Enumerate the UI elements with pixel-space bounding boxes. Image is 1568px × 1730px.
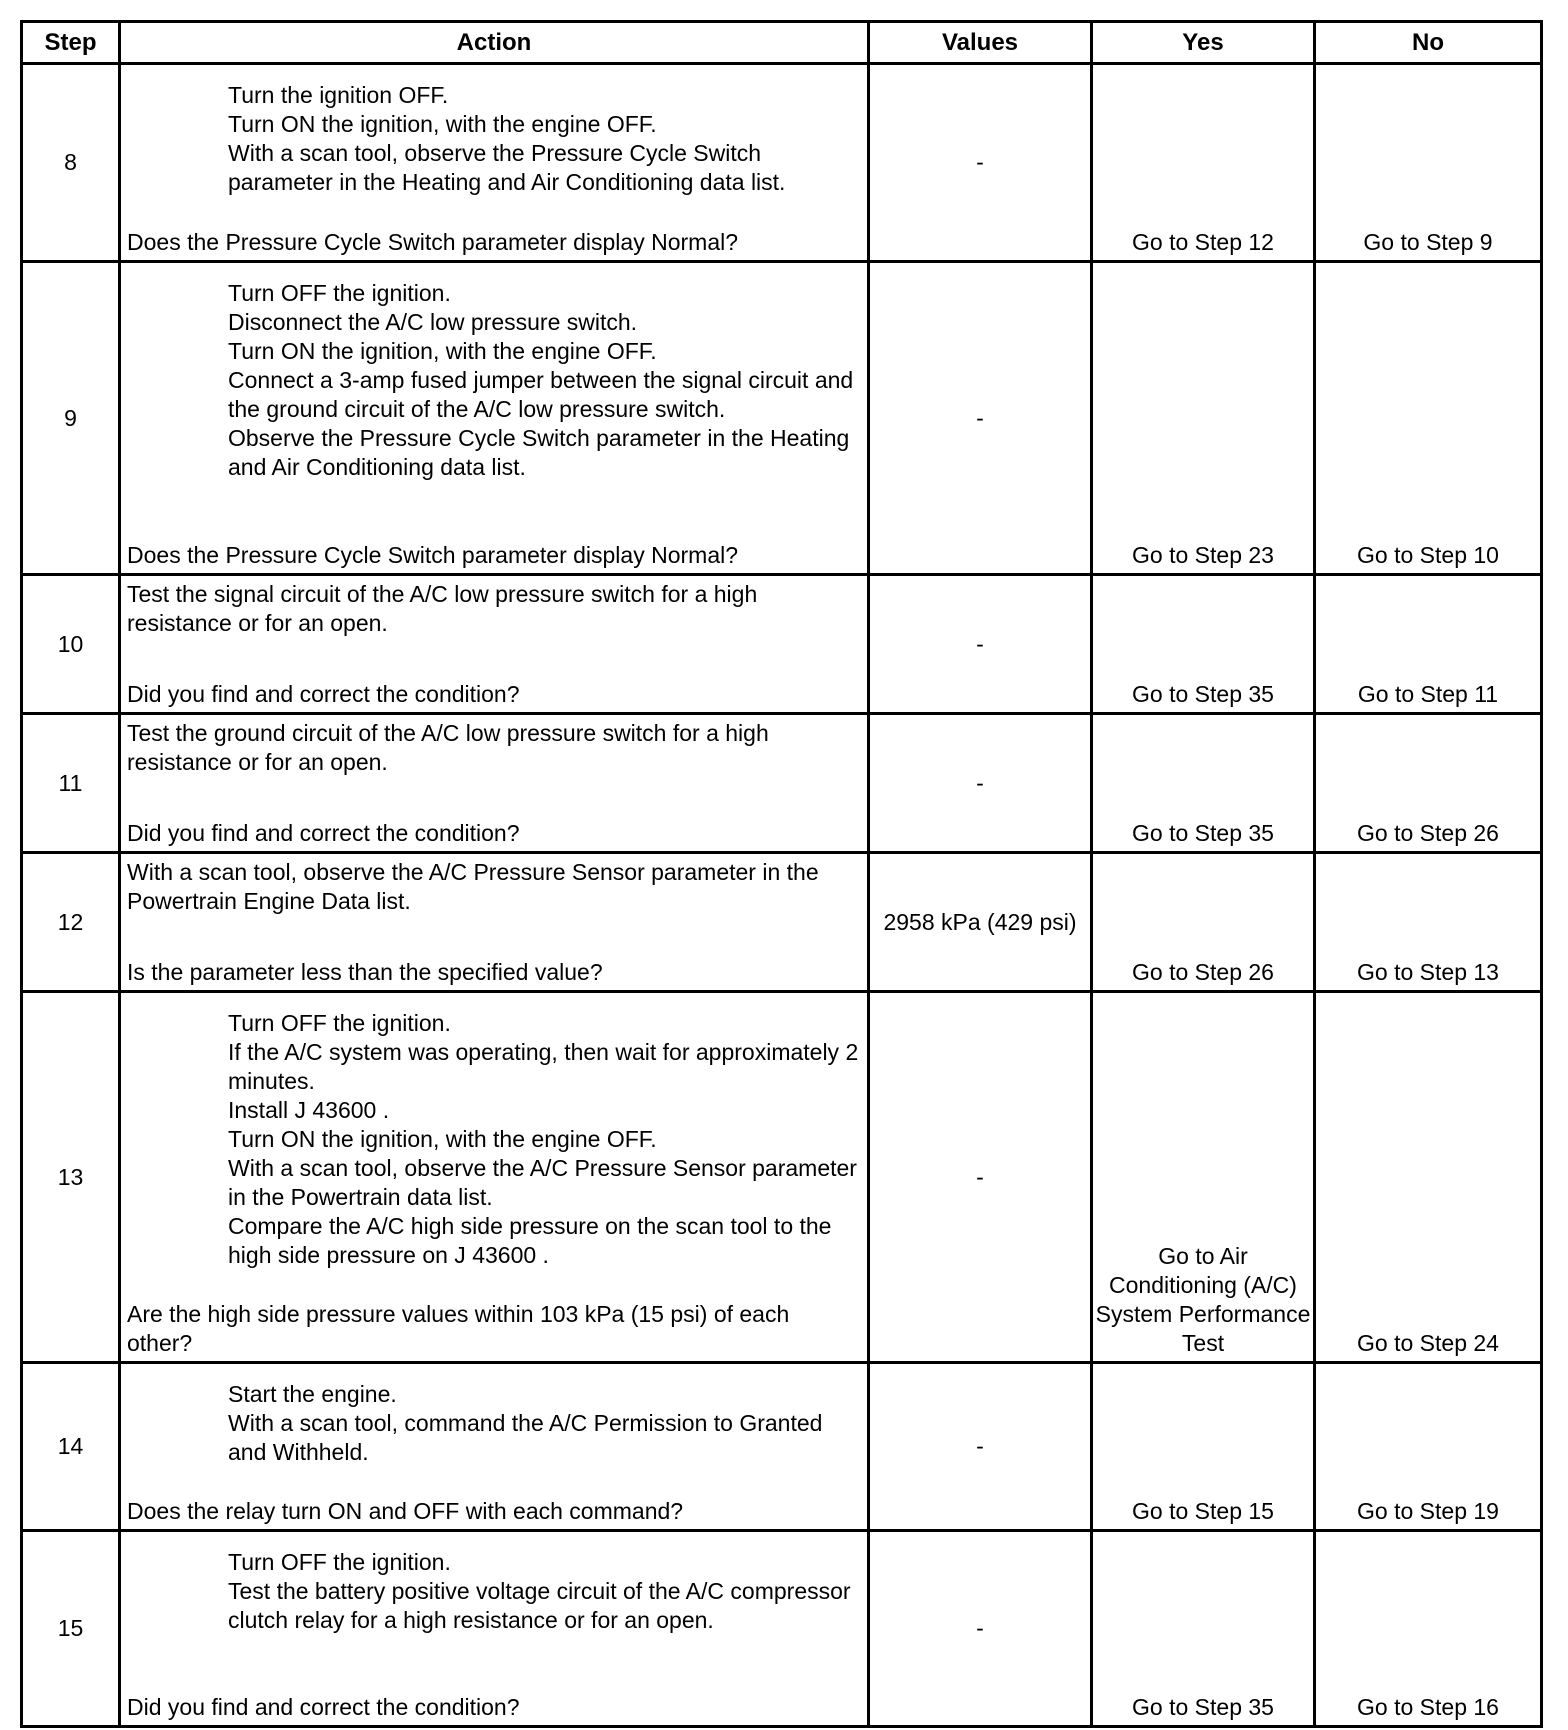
no-link[interactable]: Go to Step 24 (1315, 992, 1542, 1363)
action-step: Turn the ignition OFF. (228, 82, 449, 108)
action-cell (120, 64, 869, 262)
table-row (22, 64, 1542, 262)
action-question: Does the Pressure Cycle Switch parameter display Normal? (127, 229, 739, 255)
yes-link[interactable]: Go to Step 12 (1092, 64, 1315, 262)
action-step: Start the engine. (228, 1381, 397, 1407)
value-cell: - (869, 64, 1092, 262)
action-question: Did you find and correct the condition? (127, 681, 520, 707)
action-steps (121, 263, 867, 482)
yes-link[interactable]: Go to Step 15 (1092, 1363, 1315, 1531)
step-number: 8 (22, 64, 120, 262)
action-question: Is the parameter less than the specified value? (127, 959, 603, 985)
no-link[interactable]: Go to Step 16 (1315, 1531, 1542, 1727)
yes-link[interactable]: Go to Step 26 (1092, 853, 1315, 992)
value-cell: - (869, 1363, 1092, 1531)
action-cell (120, 714, 869, 853)
action-cell (120, 1363, 869, 1531)
table-row (22, 262, 1542, 575)
action-step: Test the battery positive voltage circuit of the A/C compressor clutch relay for a high resistance or for an open. (228, 1578, 851, 1633)
action-cell (120, 262, 869, 575)
action-step: Turn OFF the ignition. (228, 1549, 451, 1575)
header-no: No (1315, 22, 1542, 64)
action-step: Install J 43600 . (228, 1097, 390, 1123)
action-steps (121, 1532, 867, 1635)
action-step: Observe the Pressure Cycle Switch parameter in the Heating and Air Conditioning data list. (228, 425, 850, 480)
action-step: Turn ON the ignition, with the engine OFF. (228, 1126, 657, 1152)
no-link[interactable]: Go to Step 10 (1315, 262, 1542, 575)
no-link[interactable]: Go to Step 19 (1315, 1363, 1542, 1531)
yes-link[interactable]: Go to Step 23 (1092, 262, 1315, 575)
action-cell (120, 992, 869, 1363)
action-question: Does the Pressure Cycle Switch parameter display Normal? (127, 542, 739, 568)
action-step: Turn OFF the ignition. (228, 280, 451, 306)
action-question: Are the high side pressure values within 103 kPa (15 psi) of each other? (127, 1301, 790, 1356)
value-cell: - (869, 714, 1092, 853)
action-text: With a scan tool, observe the A/C Pressure Sensor parameter in the Powertrain Engine Data list. (127, 859, 819, 914)
value-cell: - (869, 262, 1092, 575)
action-cell (120, 575, 869, 714)
diagnostic-table (20, 20, 1543, 1728)
table-row (22, 853, 1542, 992)
action-question: Did you find and correct the condition? (127, 820, 520, 846)
action-step: Disconnect the A/C low pressure switch. (228, 309, 638, 335)
yes-link[interactable]: Go to Air Conditioning (A/C) System Performance Test (1092, 992, 1315, 1363)
table-row (22, 575, 1542, 714)
step-number: 9 (22, 262, 120, 575)
action-cell (120, 1531, 869, 1727)
step-number: 11 (22, 714, 120, 853)
header-row (22, 22, 1542, 64)
value-cell: - (869, 1531, 1092, 1727)
yes-link[interactable]: Go to Step 35 (1092, 575, 1315, 714)
no-link[interactable]: Go to Step 13 (1315, 853, 1542, 992)
no-link[interactable]: Go to Step 26 (1315, 714, 1542, 853)
value-cell: - (869, 575, 1092, 714)
step-number: 14 (22, 1363, 120, 1531)
value-cell: - (869, 992, 1092, 1363)
table-row (22, 992, 1542, 1363)
no-link[interactable]: Go to Step 9 (1315, 64, 1542, 262)
step-number: 15 (22, 1531, 120, 1727)
table-row (22, 1531, 1542, 1727)
value-cell: 2958 kPa (429 psi) (869, 853, 1092, 992)
action-steps (121, 993, 867, 1270)
action-step: Turn OFF the ignition. (228, 1010, 451, 1036)
action-steps (121, 1364, 867, 1467)
action-text: Test the ground circuit of the A/C low pressure switch for a high resistance or for an open. (127, 720, 769, 775)
step-number: 13 (22, 992, 120, 1363)
action-text: Test the signal circuit of the A/C low pressure switch for a high resistance or for an open. (127, 581, 758, 636)
action-step: Connect a 3-amp fused jumper between the signal circuit and the ground circuit of the A/C low pressure switch. (228, 367, 854, 422)
action-question: Did you find and correct the condition? (127, 1694, 520, 1720)
action-step: Turn ON the ignition, with the engine OFF. (228, 338, 657, 364)
action-steps (121, 65, 867, 197)
yes-link[interactable]: Go to Step 35 (1092, 1531, 1315, 1727)
header-values: Values (869, 22, 1092, 64)
table-row (22, 714, 1542, 853)
no-link[interactable]: Go to Step 11 (1315, 575, 1542, 714)
step-number: 10 (22, 575, 120, 714)
table-row (22, 1363, 1542, 1531)
yes-link[interactable]: Go to Step 35 (1092, 714, 1315, 853)
action-cell (120, 853, 869, 992)
action-step: With a scan tool, observe the Pressure Cycle Switch parameter in the Heating and Air Conditioning data list. (228, 140, 786, 195)
action-step: With a scan tool, command the A/C Permission to Granted and Withheld. (228, 1410, 823, 1465)
action-step: If the A/C system was operating, then wait for approximately 2 minutes. (228, 1039, 859, 1094)
action-question: Does the relay turn ON and OFF with each command? (127, 1498, 684, 1524)
step-number: 12 (22, 853, 120, 992)
header-yes: Yes (1092, 22, 1315, 64)
header-action: Action (120, 22, 869, 64)
action-step: Compare the A/C high side pressure on the scan tool to the high side pressure on J 43600 . (228, 1213, 832, 1268)
action-step: With a scan tool, observe the A/C Pressure Sensor parameter in the Powertrain data list. (228, 1155, 857, 1210)
action-step: Turn ON the ignition, with the engine OFF. (228, 111, 657, 137)
header-step: Step (22, 22, 120, 64)
